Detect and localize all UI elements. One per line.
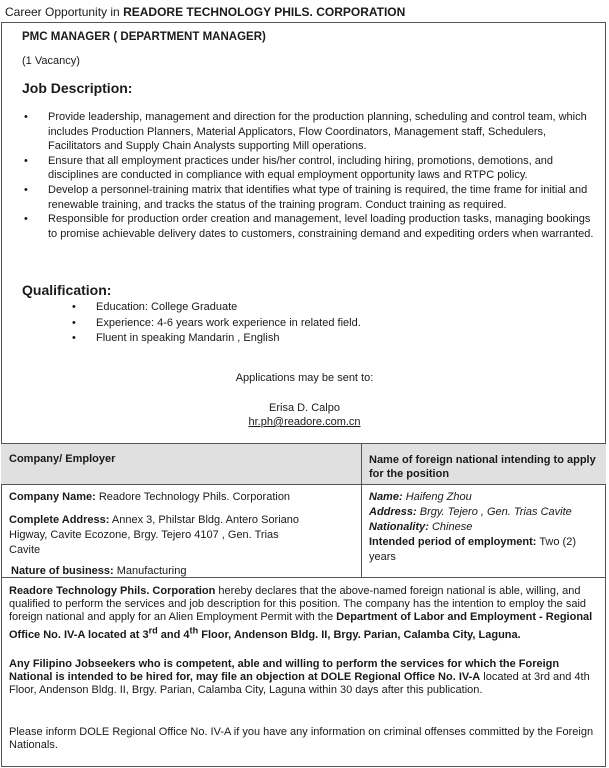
fn-address-row: Address: Brgy. Tejero , Gen. Trias Cavite xyxy=(369,506,572,518)
col-header-employer: Company/ Employer xyxy=(9,453,116,465)
header-company: READORE TECHNOLOGY PHILS. CORPORATION xyxy=(123,5,406,19)
bullet-icon: • xyxy=(24,213,28,226)
bullet-icon: • xyxy=(24,111,28,123)
list-item: • Provide leadership, management and direction for the production planning, scheduling and control team, which includes Production Planners, Material Applicators, Flow Coordinators, Management staff, Schedulers, Facilitators and Supply Chain Analysts supporting Mill operations. xyxy=(24,111,587,153)
declaration-paragraph: Readore Technology Phils. Corporation hereby declares that the above-named foreign national is able, willing, and qualified to perform the services and job description for this position. The company has the intention to employ the said foreign national and apply for an Alien Employment Permit with the Department of Labor and Employment - Regional Office No. IV-A located at 3rd and 4th Floor, Andenson Bldg. II, Brgy. Parian, Calamba City, Laguna. xyxy=(9,585,593,642)
table-bottom-border xyxy=(1,577,606,578)
list-item: • Ensure that all employment practices under his/her control, including hiring, promotions, demotions, and disciplines are conducted in compliance with equal employment opportunity laws and RTPC policy. xyxy=(24,154,554,182)
qualification-list xyxy=(70,300,361,347)
list-item: • Experience: 4-6 years work experience in related field. xyxy=(70,316,361,332)
job-description-list xyxy=(22,110,597,241)
qualification-heading: Qualification: xyxy=(22,282,112,298)
bullet-icon: • xyxy=(72,301,76,313)
application-note: Applications may be sent to: xyxy=(235,372,374,384)
company-address-row: Complete Address: Annex 3, Philstar Bldg. Antero Soriano Higway, Cavite Ecozone, Brgy. Tejero 4107 , Gen. Trias Cavite xyxy=(9,514,300,556)
bullet-icon: • xyxy=(24,183,28,196)
inform-paragraph: Please inform DOLE Regional Office No. IV-A if you have any information on criminal offenses committed by the Foreign Nationals. xyxy=(9,726,594,752)
header-prefix: Career Opportunity in xyxy=(5,5,124,19)
header-line xyxy=(5,5,405,19)
fn-nationality-row: Nationality: Chinese xyxy=(369,521,473,533)
bullet-icon: • xyxy=(72,316,76,329)
fn-period-row: Intended period of employment: Two (2) years xyxy=(369,536,576,563)
list-item: • Fluent in speaking Mandarin , English xyxy=(70,331,361,347)
vacancy-count: (1 Vacancy) xyxy=(22,55,80,67)
job-title: PMC MANAGER ( DEPARTMENT MANAGER) xyxy=(22,31,266,43)
bullet-icon: • xyxy=(72,332,76,344)
table-divider xyxy=(361,443,362,577)
fn-name-row: Name: Haifeng Zhou xyxy=(369,491,472,503)
contact-email-link[interactable]: hr.ph@readore.com.cn xyxy=(248,416,361,428)
objection-paragraph: Any Filipino Jobseekers who is competent, able and willing to perform the services for which the Foreign National is intended to be hired for, may file an objection at DOLE Regional Office No. IV-A located at 3rd and 4th Floor, Andenson Bldg. II, Brgy. Parian, Calamba City, Laguna within 30 days after this publication. xyxy=(9,658,590,697)
business-nature-row: Nature of business: Manufacturing xyxy=(11,565,187,577)
list-item: • Develop a personnel-training matrix that identifies what type of training is required, the time frame for initial and renewable training, and tracks the status of the training program. Conduct training as required. xyxy=(24,183,588,211)
company-name-row: Company Name: Readore Technology Phils. Corporation xyxy=(9,491,291,503)
bullet-icon: • xyxy=(24,154,28,167)
list-item: • Education: College Graduate xyxy=(70,300,361,316)
col-header-foreign-national: Name of foreign national intending to apply for the position xyxy=(369,454,596,480)
contact-name: Erisa D. Calpo xyxy=(269,402,340,414)
list-item: • Responsible for production order creation and management, level loading production tasks, managing bookings to promise achievable delivery dates to customers, constraining demand and expediting orders when warranted. xyxy=(24,213,594,240)
job-description-heading: Job Description: xyxy=(22,80,133,96)
